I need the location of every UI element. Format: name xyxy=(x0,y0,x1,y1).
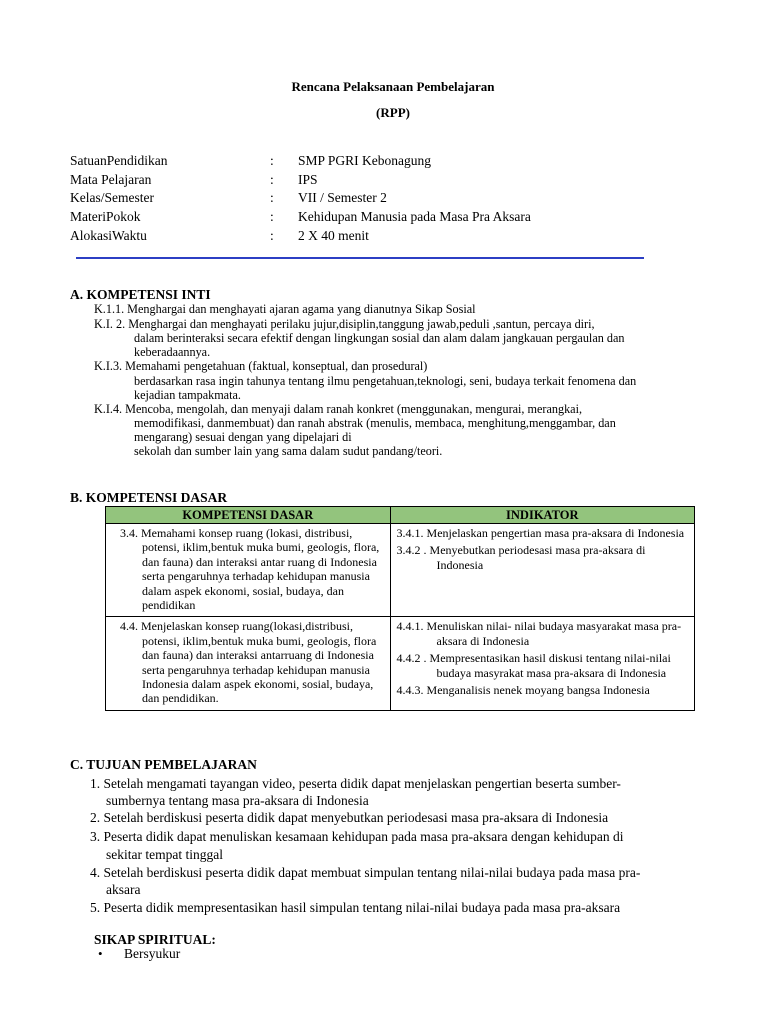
table-row xyxy=(106,524,695,617)
indicator-item: 4.4.3. Menganalisis nenek moyang bangsa Indonesia xyxy=(396,683,650,698)
sikap-item: Bersyukur xyxy=(124,946,181,961)
tujuan-line: 2. Setelah berdiskusi peserta didik dapat menyebutkan periodesasi masa pra-aksara di Indonesia xyxy=(90,810,609,825)
identity-label: Kelas/Semester xyxy=(70,190,154,205)
table-row xyxy=(106,617,695,710)
ki-line: sekolah dan sumber lain yang sama dalam sudut pandang/teori. xyxy=(134,444,443,458)
kd-text: 3.4. Memahami konsep ruang (lokasi, distribusi, potensi, iklim,bentuk muka bumi, geologis, flora, dan fauna) dan interaksi antar ruang di Indonesia serta pengaruhnya terhadap kehidupan manusia dalam aspek ekonomi, sosial, budaya, dan pendidikan xyxy=(120,526,380,613)
indicator-item: 3.4.2 . Menyebutkan periodesasi masa pra-aksara di Indonesia xyxy=(396,543,646,572)
bullet-icon: • xyxy=(98,946,103,961)
identity-colon: : xyxy=(270,190,274,205)
identity-colon: : xyxy=(270,228,274,243)
identity-value: SMP PGRI Kebonagung xyxy=(298,153,432,168)
document-title: Rencana Pelaksanaan Pembelajaran xyxy=(291,79,495,94)
kd-text: 4.4. Menjelaskan konsep ruang(lokasi,distribusi, potensi, iklim,bentuk muka bumi, geologis, flora dan fauna) dan interaksi antarruang di Indonesia serta pengaruhnya terhadap kehidupan manusia Indonesia dalam aspek ekonomi, sosial, budaya, dan pendidikan. xyxy=(120,619,377,706)
identity-value: IPS xyxy=(298,172,318,187)
identity-label: Mata Pelajaran xyxy=(70,172,152,187)
column-header-indikator: INDIKATOR xyxy=(390,507,694,524)
indicator-item: 3.4.1. Menjelaskan pengertian masa pra-aksara di Indonesia xyxy=(396,526,685,540)
ki-line: keberadaannya. xyxy=(134,345,211,359)
tujuan-line: 4. Setelah berdiskusi peserta didik dapat membuat simpulan tentang nilai-nilai budaya pada masa pra- xyxy=(90,865,641,880)
ki-line: kejadian tampakmata. xyxy=(134,388,241,402)
ki-line: K.I. 2. Menghargai dan menghayati perilaku jujur,disiplin,tanggung jawab,peduli ,santun, percaya diri, xyxy=(94,317,595,331)
ki-line: dalam berinteraksi secara efektif dengan lingkungan sosial dan alam dalam jangkauan pergaulan dan xyxy=(134,331,625,345)
identity-label: SatuanPendidikan xyxy=(70,153,168,168)
indicator-cell xyxy=(390,524,694,617)
table-header-row xyxy=(106,507,695,524)
section-a-heading: A. KOMPETENSI INTI xyxy=(70,287,211,302)
identity-value: VII / Semester 2 xyxy=(298,190,387,205)
identity-value: 2 X 40 menit xyxy=(298,228,369,243)
identity-label: AlokasiWaktu xyxy=(70,228,147,243)
sikap-spiritual-heading: SIKAP SPIRITUAL: xyxy=(94,932,216,947)
document-subtitle: (RPP) xyxy=(376,105,410,120)
section-c-heading: C. TUJUAN PEMBELAJARAN xyxy=(70,757,257,772)
tujuan-line: aksara xyxy=(106,882,141,897)
kd-cell xyxy=(106,524,391,617)
indicator-item: 4.4.1. Menuliskan nilai- nilai budaya masyarakat masa pra-aksara di Indonesia xyxy=(396,619,682,648)
identity-label: MateriPokok xyxy=(70,209,141,224)
kd-cell xyxy=(106,617,391,710)
column-header-kd: KOMPETENSI DASAR xyxy=(106,507,391,524)
tujuan-line: sumbernya tentang masa pra-aksara di Indonesia xyxy=(106,793,369,808)
tujuan-line: sekitar tempat tinggal xyxy=(106,847,223,862)
ki-line: K.I.4. Mencoba, mengolah, dan menyaji dalam ranah konkret (menggunakan, mengurai, merangkai, xyxy=(94,402,583,416)
tujuan-line: 3. Peserta didik dapat menuliskan kesamaan kehidupan pada masa pra-aksara dengan kehidupan di xyxy=(90,829,624,844)
ki-line: memodifikasi, danmembuat) dan ranah abstrak (menulis, membaca, menghitung,menggambar, dan xyxy=(134,416,616,430)
ki-line: K.I.3. Memahami pengetahuan (faktual, konseptual, dan prosedural) xyxy=(94,359,428,373)
indicator-item: 4.4.2 . Mempresentasikan hasil diskusi tentang nilai-nilai budaya masyrakat masa pra-aksara di Indonesia xyxy=(396,651,671,680)
tujuan-line: 5. Peserta didik mempresentasikan hasil simpulan tentang nilai-nilai budaya pada masa pra-aksara xyxy=(90,900,621,915)
identity-value: Kehidupan Manusia pada Masa Pra Aksara xyxy=(298,209,531,224)
indicator-cell xyxy=(390,617,694,710)
identity-colon: : xyxy=(270,153,274,168)
tujuan-line: 1. Setelah mengamati tayangan video, peserta didik dapat menjelaskan pengertian beserta sumber- xyxy=(90,776,621,791)
blue-divider-line xyxy=(76,257,644,259)
ki-line: K.1.1. Menghargai dan menghayati ajaran agama yang dianutnya Sikap Sosial xyxy=(94,302,476,316)
identity-colon: : xyxy=(270,172,274,187)
section-b-heading: B. KOMPETENSI DASAR xyxy=(70,490,228,505)
ki-line: mengarang) sesuai dengan yang dipelajari di xyxy=(134,430,352,444)
ki-line: berdasarkan rasa ingin tahunya tentang ilmu pengetahuan,teknologi, seni, budaya terkait fenomena dan xyxy=(134,374,637,388)
kompetensi-dasar-table xyxy=(105,506,695,711)
identity-colon: : xyxy=(270,209,274,224)
